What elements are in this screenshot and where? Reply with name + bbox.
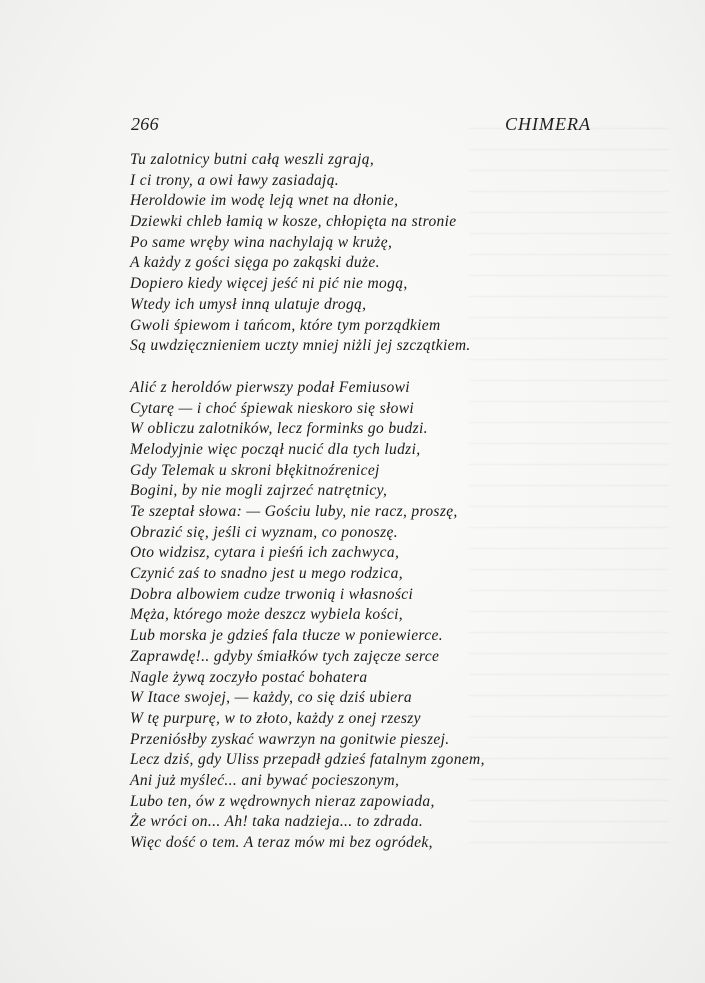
verse-line: Lubo ten, ów z wędrownych nieraz zapowiada, — [130, 792, 435, 810]
verse-line: Dopiero kiedy więcej jeść ni pić nie mogą, — [130, 275, 408, 293]
verse-line: Po same wręby wina nachylają w krużę, — [130, 233, 393, 251]
verse-line: Obrazić się, jeśli ci wyznam, co ponoszę. — [130, 523, 398, 541]
verse-line: Ani już myśleć... ani bywać pocieszonym, — [130, 771, 400, 789]
verse-line: Cytarę — i choć śpiewak nieskoro się słowi — [130, 399, 415, 417]
verse-line: Zaprawdę!.. gdyby śmiałków tych zajęcze serce — [130, 647, 440, 665]
verse-line: Że wróci on... Ah! taka nadzieja... to zdrada. — [130, 813, 424, 831]
verse-line: Czynić zaś to snadno jest u mego rodzica, — [130, 565, 403, 583]
verse-line: W tę purpurę, w to złoto, każdy z onej rzeszy — [130, 709, 421, 727]
verse-line: Wtedy ich umysł inną ulatuje drogą, — [130, 295, 367, 313]
verse-line: Te szeptał słowa: — Gościu luby, nie racz, proszę, — [130, 503, 458, 520]
verse-line: Dobra albowiem cudze trwonią i własności — [130, 585, 414, 603]
verse-line: Oto widzisz, cytara i pieśń ich zachwyca, — [130, 544, 400, 562]
verse-line: Są uwdzięcznieniem uczty mniej niżli jej szczątkiem. — [130, 337, 471, 355]
verse-line: Nagle żywą zoczyło postać bohatera — [130, 668, 368, 686]
verse-line: Alić z heroldów pierwszy podał Femiusowi — [130, 378, 410, 396]
verse-line: I ci trony, a owi ławy zasiadają. — [130, 171, 340, 189]
page-header — [131, 114, 591, 138]
verse-line: Bogini, by nie mogli zajrzeć natrętnicy, — [130, 482, 388, 500]
verse-line: Przeniósłby zyskać wawrzyn na gonitwie pieszej. — [130, 730, 450, 748]
verse-line: Heroldowie im wodę leją wnet na dłonie, — [130, 192, 399, 210]
verse-line: Lecz dziś, gdy Uliss przepadł gdzieś fatalnym zgonem, — [130, 751, 485, 769]
verse-line: Gdy Telemak u skroni błękitnoźrenicej — [130, 461, 380, 479]
stanza-2 — [130, 378, 580, 854]
verse-line: A każdy z gości sięga po zakąski duże. — [130, 254, 380, 272]
verse-line: Gwoli śpiewom i tańcom, które tym porządkiem — [130, 316, 441, 334]
page-number: 266 — [131, 114, 159, 134]
stanza-1 — [130, 150, 580, 357]
running-title: CHIMERA — [505, 114, 591, 134]
verse-line: Tu zalotnicy butni całą weszli zgrają, — [130, 151, 375, 168]
verse-line: W Itace swojej, — każdy, co się dziś ubiera — [130, 689, 412, 707]
verse-line: W obliczu zalotników, lecz forminks go budzi. — [130, 420, 428, 438]
verse-line: Męża, którego może deszcz wybiela kości, — [130, 606, 403, 624]
verse-line: Więc dość o tem. A teraz mów mi bez ogródek, — [130, 834, 433, 851]
verse-line: Dziewki chleb łamią w kosze, chłopięta na stronie — [130, 213, 457, 231]
poem-text — [130, 150, 580, 854]
verse-line: Melodyjnie więc począł nucić dla tych ludzi, — [130, 440, 421, 458]
verse-line: Lub morska je gdzieś fala tłucze w poniewierce. — [130, 627, 443, 645]
